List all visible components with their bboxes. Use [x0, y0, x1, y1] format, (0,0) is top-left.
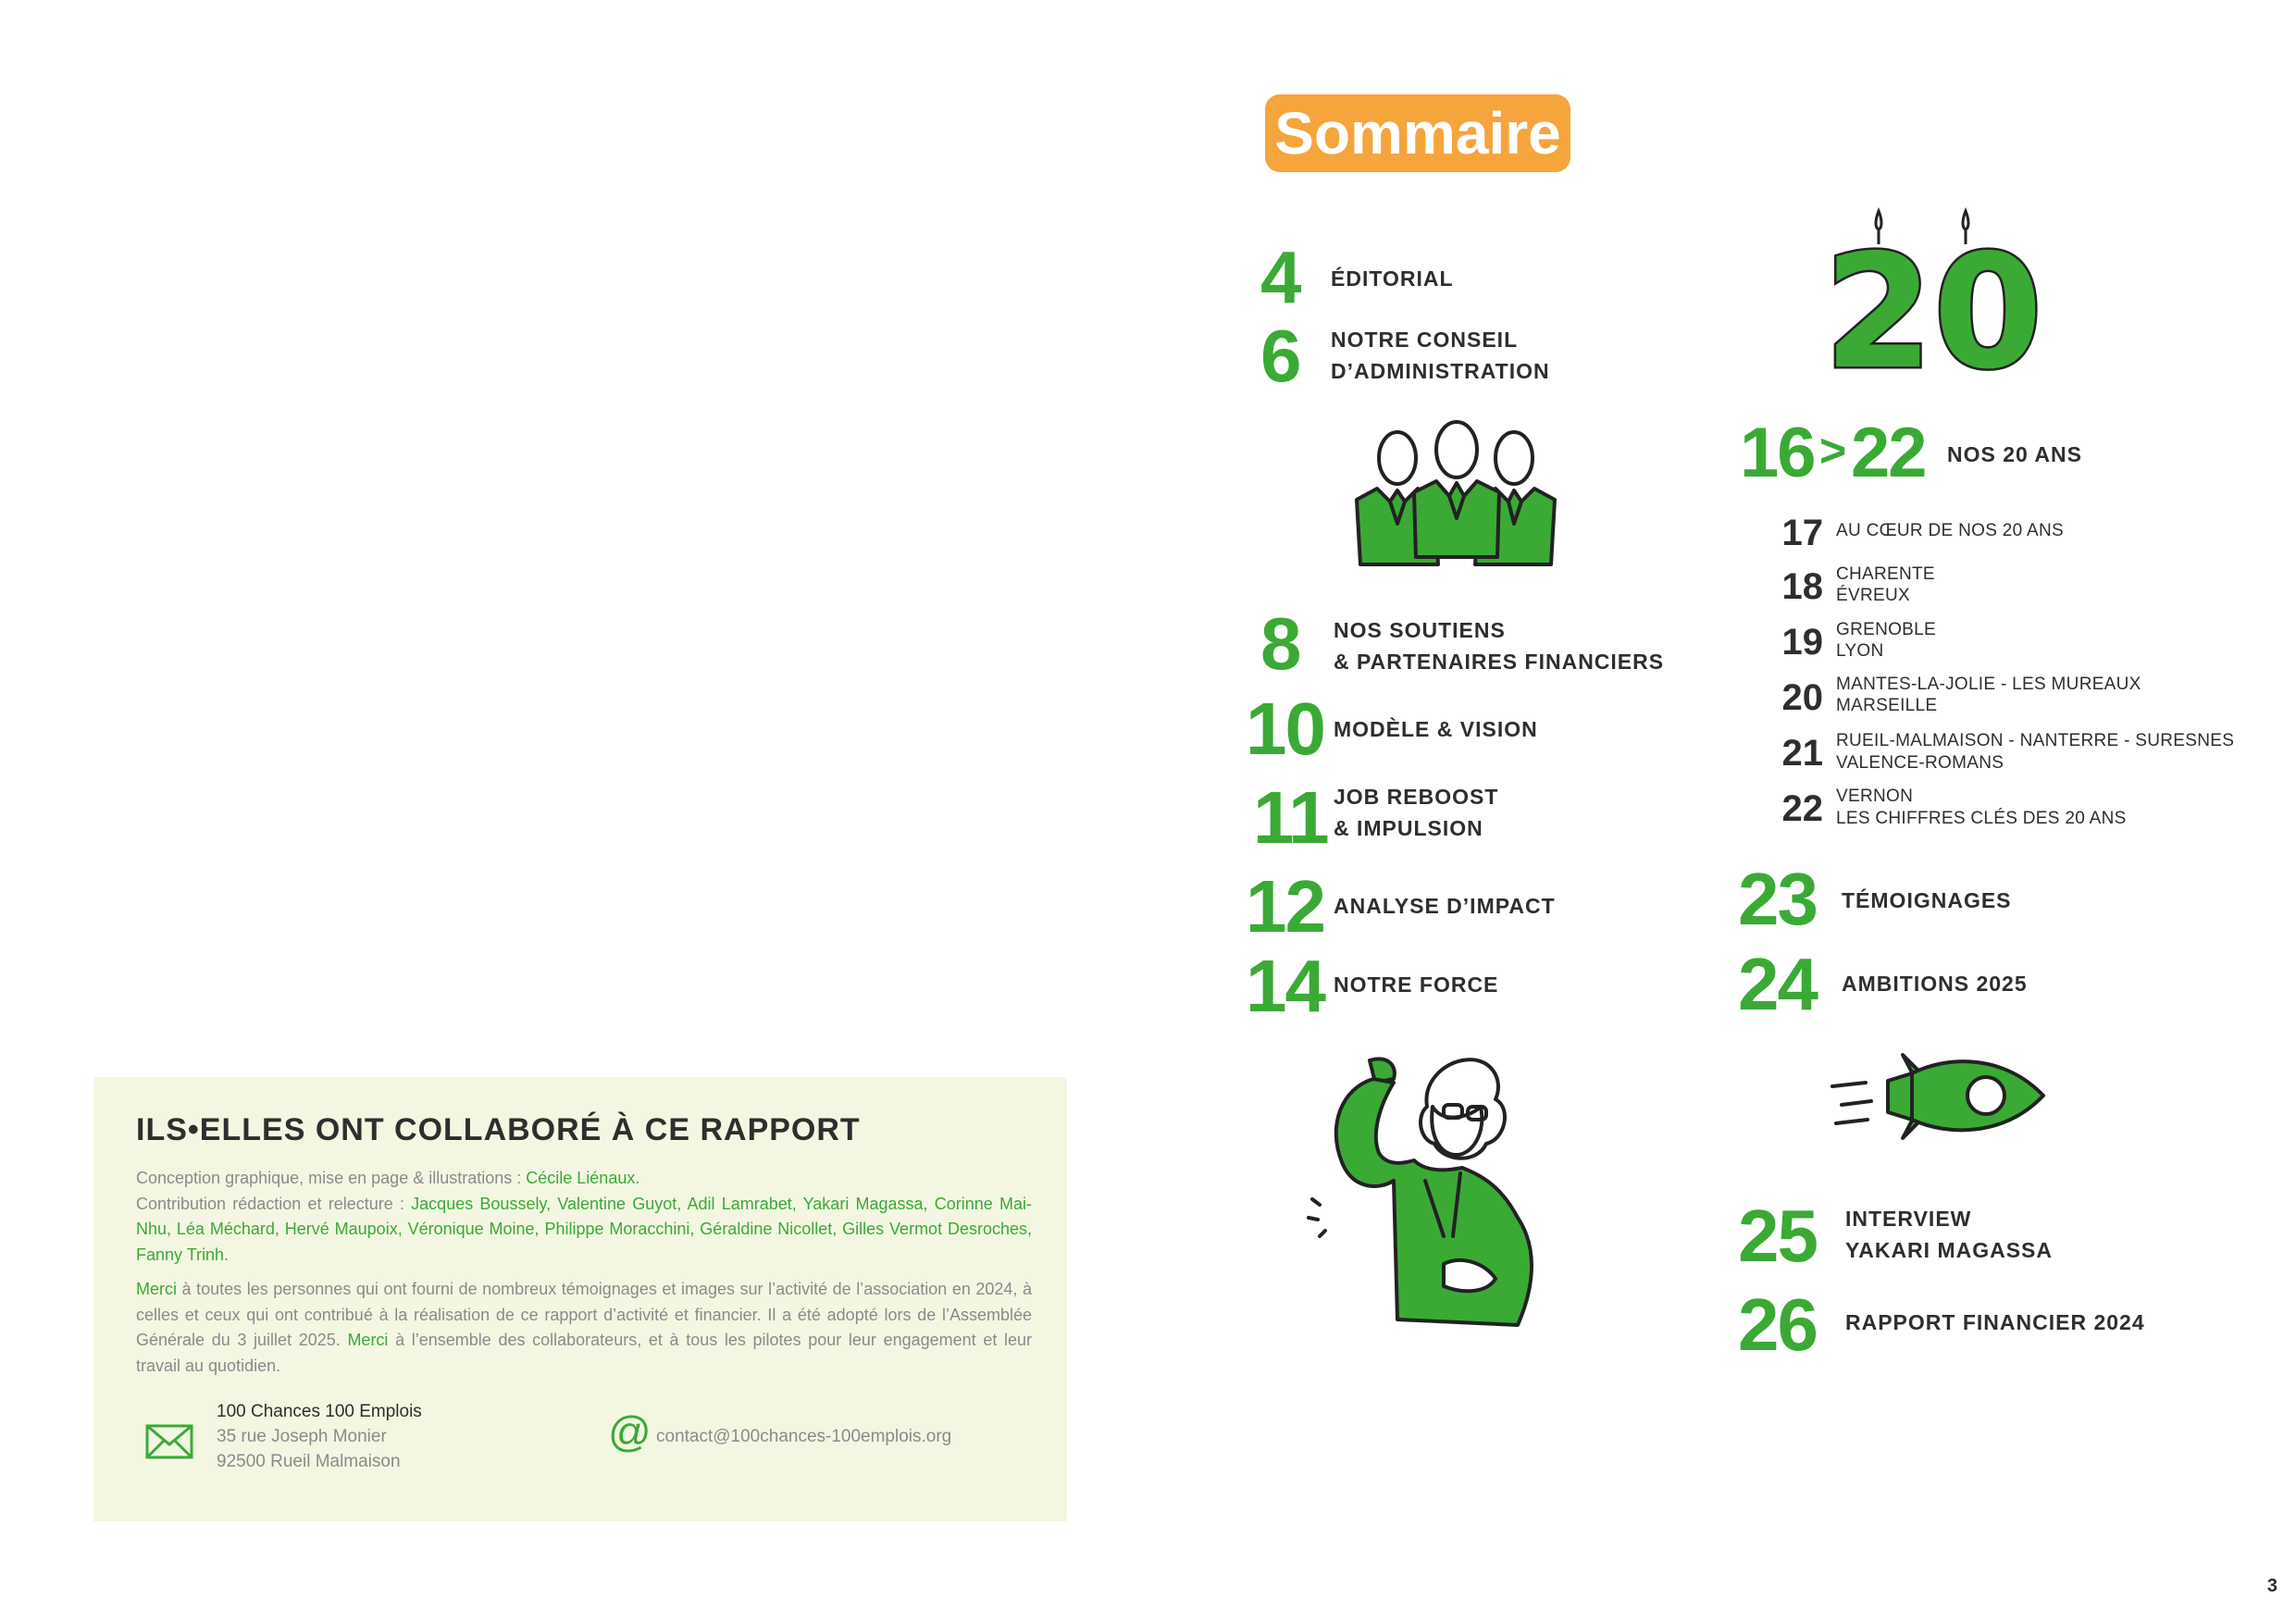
toc-label[interactable]: D’ADMINISTRATION [1331, 359, 1550, 383]
sub-toc-label[interactable]: MANTES-LA-JOLIE - LES MUREAUX [1836, 675, 2141, 694]
sub-toc-number: 17 [1781, 513, 1823, 553]
contrib-prefix: Contribution rédaction et relecture : [136, 1194, 412, 1213]
collaboration-box [93, 1077, 1067, 1521]
sub-toc-label[interactable]: RUEIL-MALMAISON - NANTERRE - SURESNES [1836, 731, 2235, 750]
thanks-text: à toutes les personnes qui ont fourni de nombreux témoignages et images sur l’activité de l’association en 2024, à celles et ceux qui ont contribué à la réalisation de ce rapport d’activité et financier. Il a été adopté lors de l’Assemblée Générale du 3 juillet 2025. [136, 1280, 1032, 1349]
toc-number: 23 [1738, 858, 1817, 940]
toc-label[interactable]: ÉDITORIAL [1331, 266, 1454, 291]
toc-label[interactable]: YAKARI MAGASSA [1845, 1238, 2054, 1262]
toc-label[interactable]: NOS SOUTIENS [1334, 618, 1506, 642]
postal-address [217, 1399, 422, 1474]
city-address: 92500 Rueil Malmaison [217, 1452, 401, 1471]
sub-toc-label[interactable]: MARSEILLE [1836, 696, 1938, 715]
design-credit-prefix: Conception graphique, mise en page & illustrations : [136, 1169, 527, 1187]
sub-toc-number: 20 [1781, 677, 1823, 718]
sub-toc-label[interactable]: LYON [1836, 641, 1884, 661]
toc-label[interactable]: NOS 20 ANS [1947, 442, 2082, 466]
email-link[interactable]: contact@100chances-100emplois.org [656, 1427, 952, 1446]
sub-toc-number: 22 [1781, 788, 1823, 829]
page-number: 3 [2266, 1576, 2277, 1596]
toc-label[interactable]: JOB REBOOST [1334, 785, 1499, 809]
at-sign-icon: @ [608, 1407, 652, 1456]
toc-number: 4 [1260, 236, 1300, 318]
thanks-text: à l’ensemble des collaborateurs, et à tous les pilotes pour leur engagement et leur travail au quotidien. [136, 1331, 1033, 1375]
toc-label[interactable]: & PARTENAIRES FINANCIERS [1334, 650, 1665, 674]
sub-toc-label[interactable]: LES CHIFFRES CLÉS DES 20 ANS [1836, 809, 2127, 828]
toc-number: 24 [1738, 943, 1817, 1025]
candle-20-icon [1823, 204, 2043, 404]
sub-toc-number: 21 [1781, 733, 1823, 774]
collaboration-heading: ILS•ELLES ONT COLLABORÉ À CE RAPPORT [136, 1112, 861, 1147]
flexing-person-icon [1305, 1051, 1547, 1338]
toc-number: 6 [1260, 315, 1300, 397]
thanks-paragraph [136, 1277, 1032, 1379]
toc-label[interactable]: INTERVIEW [1845, 1207, 1972, 1231]
merci-word: Merci [136, 1280, 177, 1298]
street-address: 35 rue Joseph Monier [217, 1427, 387, 1446]
page-title: Sommaire [1265, 94, 1570, 172]
toc-label[interactable]: TÉMOIGNAGES [1842, 888, 2012, 912]
toc-label[interactable]: & IMPULSION [1334, 816, 1483, 840]
toc-number: 11 [1253, 776, 1328, 859]
credits-paragraph [136, 1166, 1032, 1268]
sub-toc-label[interactable]: AU CŒUR DE NOS 20 ANS [1836, 521, 2064, 540]
toc-number: 12 [1246, 865, 1324, 948]
org-name: 100 Chances 100 Emplois [217, 1402, 422, 1421]
toc-label[interactable]: RAPPORT FINANCIER 2024 [1845, 1310, 2145, 1334]
contributor-names: Jacques Boussely, Valentine Guyot, Adil Lamrabet, Yakari Magassa, Corinne Mai-Nhu, Léa Méchard, Hervé Maupoix, Véronique Moine, Philippe Moracchini, Géraldine Nicollet, Gilles Vermot Desroches, Fanny Trinh. [136, 1194, 1032, 1264]
toc-number: 8 [1260, 602, 1300, 685]
toc-number: 16 [1740, 414, 1815, 492]
sub-toc-number: 18 [1781, 566, 1823, 607]
sub-toc-label[interactable]: GRENOBLE [1836, 620, 1936, 639]
sub-toc-label[interactable]: CHARENTE [1836, 564, 1935, 584]
sub-toc-label[interactable]: VERNON [1836, 787, 1914, 806]
envelope-icon [145, 1424, 193, 1459]
designer-name: Cécile Liénaux. [526, 1169, 640, 1187]
three-people-icon [1349, 416, 1564, 568]
badge-20-text: 20 [1823, 221, 2043, 404]
toc-number: 26 [1738, 1283, 1817, 1366]
toc-label[interactable]: AMBITIONS 2025 [1842, 972, 2028, 996]
toc-label[interactable]: MODÈLE & VISION [1334, 717, 1538, 741]
toc-number: 22 [1851, 414, 1926, 492]
rocket-icon [1829, 1036, 2051, 1157]
toc-number: 14 [1246, 945, 1324, 1027]
toc-number: 10 [1246, 688, 1324, 770]
sub-toc-label[interactable]: ÉVREUX [1836, 586, 1910, 605]
toc-number: 25 [1738, 1195, 1817, 1277]
toc-label[interactable]: NOTRE FORCE [1334, 973, 1499, 997]
sub-toc-number: 19 [1781, 622, 1823, 663]
range-separator: > [1819, 425, 1845, 477]
toc-label[interactable]: NOTRE CONSEIL [1331, 328, 1519, 352]
sub-toc-label[interactable]: VALENCE-ROMANS [1836, 753, 2004, 773]
toc-label[interactable]: ANALYSE D’IMPACT [1334, 894, 1556, 918]
merci-word: Merci [347, 1331, 389, 1349]
